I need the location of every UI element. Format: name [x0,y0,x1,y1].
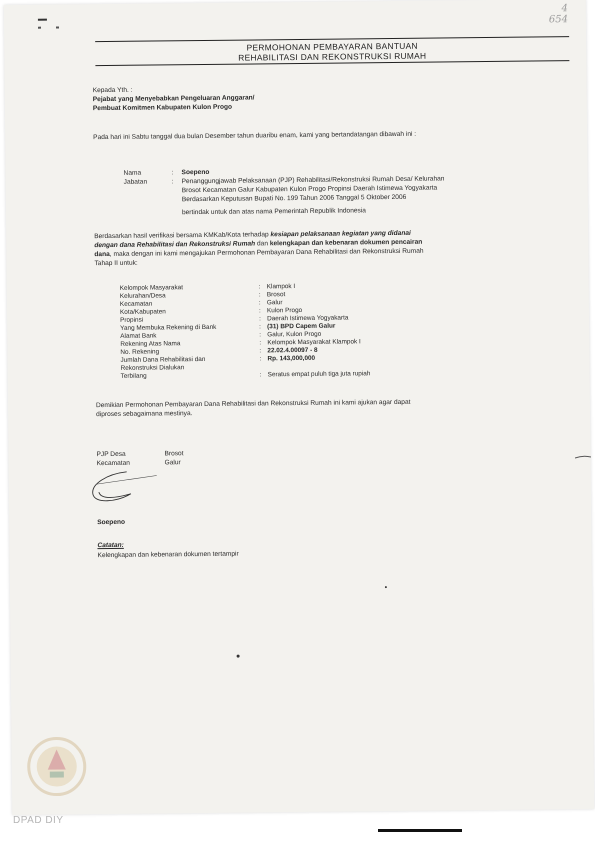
field-colon: : [258,291,261,299]
field-colon: : [259,315,261,323]
field-value: Galur [266,299,283,307]
field-value: Klampok I [266,283,296,291]
staple-mark-icon [36,16,68,34]
basis-bold-2: kelengkapan dan kebenaran dokumen pencairan [269,238,423,248]
basis-text-1: Berdasarkan hasil verifikasi bersama KMKab/Kota terhadap [94,231,271,241]
signer-position-line-2: Brosot Kecamatan Galur Kabupaten Kulon Progo Propinsi Daerah Istimewa Yogyakarta [181,184,438,195]
margin-note-line-1: 4 [561,3,568,15]
basis-text-3: , maka dengan ini kami mengajukan Permohonan Pembayaran Dana Rehabilitasi dan Rekonstruksi Rumah [109,247,424,258]
addressee-to: Kepada Yth. : [92,86,133,95]
signer-position-line-1: Penanggungjawab Pelaksanaan (PJP) Rehabilitasi/Rekonstruksi Rumah Desa/ Kelurahan [181,175,445,186]
document-title [95,36,569,66]
basis-emphasis-2: dengan dana Rehabilitasi dan Rekonstruksi Rumah [94,240,256,250]
field-value: Galur, Kulon Progo [267,330,322,339]
pjp-label: PJP Desa [96,450,126,459]
field-colon: : [259,339,262,347]
kecamatan-label: Kecamatan [96,459,130,468]
archive-watermark: DPAD DIY [13,815,64,826]
field-value: Seratus empat puluh tiga juta rupiah [267,370,371,379]
field-colon: : [259,323,261,331]
opening-paragraph: Pada hari ini Sabtu tanggal dua bulan Desember tahun duaribu enam, kami yang bertandatangan dibawah ini : [93,130,417,142]
field-label: Kelompok Masyarakat [119,284,184,292]
field-colon: : [259,347,262,355]
basis-text-2: dan [255,240,270,248]
field-value: Brosot [266,291,286,299]
field-label: Jumlah Dana Rehabilitasi dan [120,355,206,364]
field-value: Rp. 143,000,000 [267,354,316,363]
closing-line-1: Demikian Permohonan Pembayaran Dana Rehabilitasi dan Rekonstruksi Rumah ini kami ajukan agar dapat [95,398,411,410]
title-line-2: REHABILITASI DAN REKONSTRUKSI RUMAH [238,50,427,63]
signer-position-line-4: bertindak untuk dan atas nama Pemerintah Republik Indonesia [181,207,367,217]
closing-line-2: diproses sebagaimana mestinya. [96,410,193,419]
field-label: Alamat Bank [120,332,157,340]
signer-name-colon: : [171,169,174,177]
field-label: Kelurahan/Desa [119,292,166,300]
title-line-1: PERMOHONAN PEMBAYARAN BANTUAN [246,40,418,53]
handwritten-margin-note [549,3,568,25]
field-colon: : [259,331,262,339]
basis-bold-3: dana [94,250,110,259]
paper-edge-mark-icon [575,455,591,461]
archive-seal-icon [25,735,88,798]
field-label: Kecamatan [119,300,153,308]
field-colon: : [258,307,261,315]
notes-heading: Catatan: [97,541,124,550]
field-label: Yang Membuka Rekening di Bank [120,323,217,332]
kecamatan-value: Galur [164,459,181,467]
speck [237,655,240,658]
field-label: Rekonstruksi Dialukan [120,364,185,372]
document-page [4,0,594,815]
addressee-line-2: Pembuat Komitmen Kabupaten Kulon Progo [92,103,233,113]
field-colon: : [258,283,261,291]
signer-position-line-3: Berdasarkan Keputusan Bupati No. 199 Tahun 2006 Tanggal 5 Oktober 2006 [181,193,407,204]
signature-scribble-icon [87,463,177,512]
signer-position-colon: : [171,178,174,186]
field-value: Daerah Istimewa Yogyakarta [267,314,349,323]
field-value: Kulon Progo [266,306,303,315]
field-value: (31) BPD Capem Galur [267,322,336,331]
field-value: Kelompok Masyarakat Klampok I [267,338,361,347]
field-label: Terbilang [120,372,147,380]
field-colon: : [259,371,262,379]
signer-name-value: Soepeno [181,168,210,177]
field-value: 22.02.4.00097 - 8 [267,346,318,355]
signer-position-label: Jabatan [123,178,148,186]
signer-name-label: Nama [123,169,142,177]
field-label: Rekening Atas Nama [120,340,181,348]
margin-note-line-2: 654 [548,14,569,26]
pjp-value: Brosot [164,450,184,458]
bottom-bar [378,829,462,832]
notes-text: Kelengkapan dan kebenaran dokumen tertampir [97,550,239,560]
addressee-line-1: Pejabat yang Menyebabkan Pengeluaran Anggaran/ [92,94,255,104]
field-label: Propinsi [120,316,144,324]
field-colon: : [259,355,262,363]
field-label: Kota/Kabupaten [119,308,166,316]
basis-emphasis-1: kesiapan pelaksanaan kegiatan yang didanai [270,229,411,239]
basis-line-4: Tahap II untuk: [94,259,138,268]
field-colon: : [258,299,261,307]
field-label: No. Rekening [120,348,160,356]
signer-name-bottom: Soepeno [97,518,126,527]
speck [385,586,387,588]
